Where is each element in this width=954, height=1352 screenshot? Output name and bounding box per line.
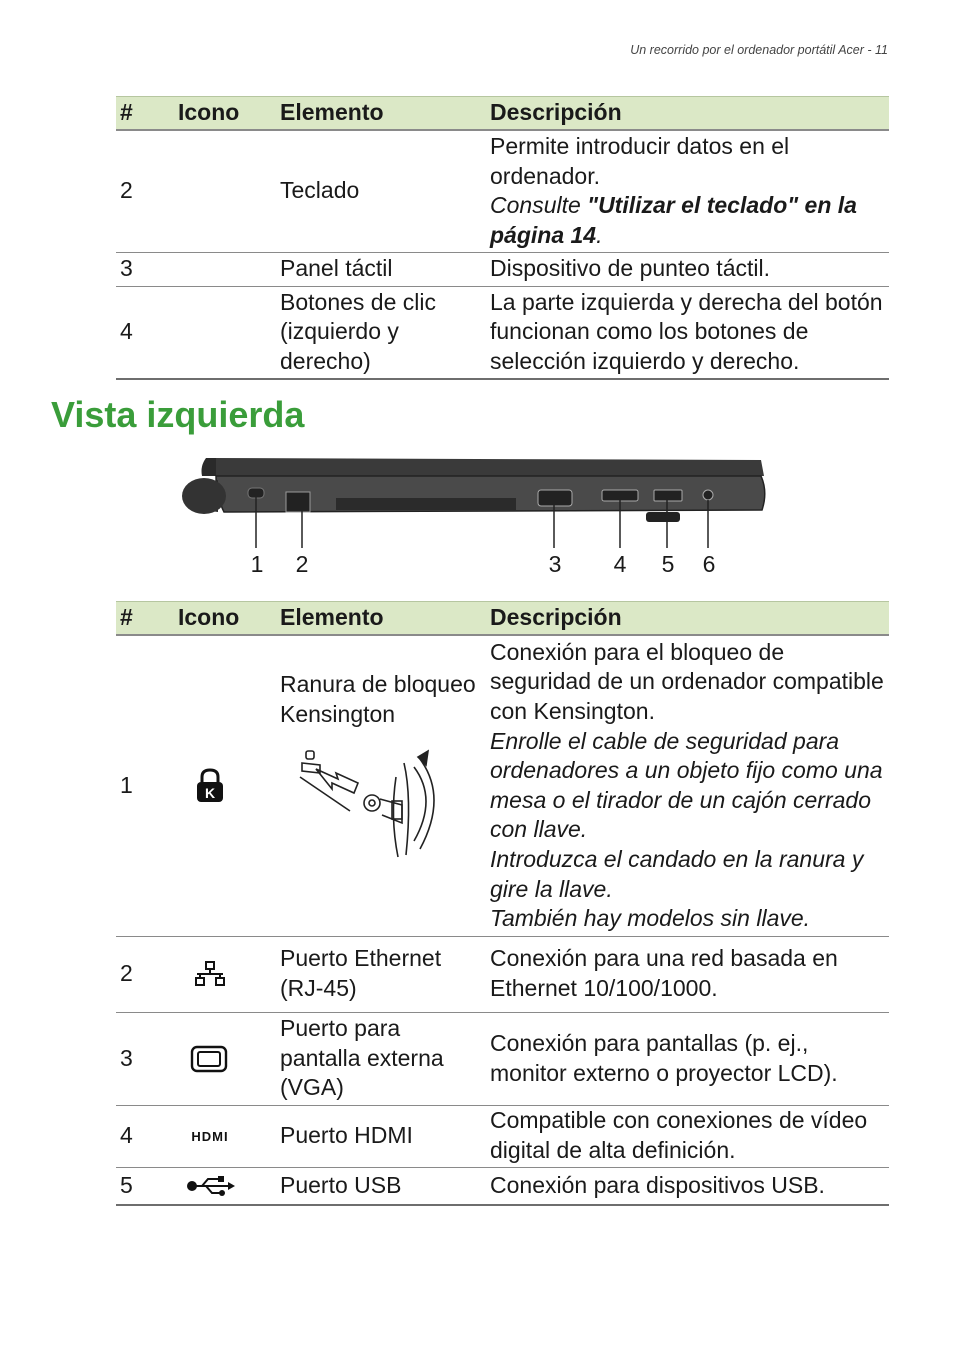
col-header-description: Descripción: [490, 602, 889, 636]
vga-icon: [190, 1045, 228, 1073]
row-description: La parte izquierda y derecha del botón funcionan como los botones de selección izquierdo y derecho.: [490, 286, 889, 379]
table-row: [116, 1012, 889, 1105]
row-element: Teclado: [280, 130, 490, 252]
row-element: Puerto para pantalla externa (VGA): [280, 1012, 490, 1105]
usb-icon: [186, 1175, 236, 1197]
row-description: Conexión para una red basada en Ethernet 10/100/1000.: [490, 936, 889, 1012]
table-top: [116, 96, 889, 380]
row-element: Puerto Ethernet (RJ-45): [280, 936, 490, 1012]
row-description: Compatible con conexiones de vídeo digital de alta definición.: [490, 1105, 889, 1167]
table-ports: [116, 601, 889, 1206]
vent-grille: [336, 498, 516, 510]
row-icon: [178, 1012, 280, 1105]
row-number: 1: [116, 635, 178, 936]
row-number: 3: [116, 252, 178, 286]
col-header-num: #: [116, 97, 178, 131]
section-title: Vista izquierda: [51, 394, 305, 435]
row-icon: [178, 635, 280, 936]
description-note: También hay modelos sin llave.: [490, 905, 811, 932]
row-number: 5: [116, 1167, 178, 1205]
description-note: Introduzca el candado en la ranura y gire la llave.: [490, 845, 864, 902]
description-text: Conexión para el bloqueo de seguridad de un ordenador compatible con Kensington.: [490, 638, 884, 724]
hdmi-icon: [184, 1129, 236, 1143]
table-row: [116, 130, 889, 252]
row-element: Panel táctil: [280, 252, 490, 286]
row-icon: [178, 936, 280, 1012]
svg-text:HDMI: HDMI: [191, 1129, 229, 1143]
table-row: [116, 252, 889, 286]
row-icon-empty: [178, 286, 280, 379]
table-row: [116, 1167, 889, 1205]
callout-1: 1: [250, 551, 264, 577]
callout-5: 5: [661, 551, 675, 577]
description-note: Enrolle el cable de seguridad para ordenadores a un objeto fijo como una mesa o el tirador de un cajón cerrado con llave.: [490, 727, 883, 843]
col-header-icon: Icono: [178, 97, 280, 131]
ref-prefix: Consulte: [490, 192, 588, 219]
callout-numbers: [251, 551, 716, 577]
row-number: 2: [116, 130, 178, 252]
row-element: Puerto HDMI: [280, 1105, 490, 1167]
row-description: Conexión para pantallas (p. ej., monitor externo o proyector LCD).: [490, 1012, 889, 1105]
callout-6: 6: [702, 551, 716, 577]
svg-text:K: K: [204, 784, 216, 801]
row-icon: [178, 1167, 280, 1205]
description-text: Permite introducir datos en el ordenador.: [490, 133, 790, 189]
callout-4: 4: [613, 551, 627, 577]
table-row: [116, 1105, 889, 1167]
row-description: [490, 130, 889, 252]
laptop-left-side-figure: [176, 452, 776, 588]
col-header-element: Elemento: [280, 97, 490, 131]
row-icon: [178, 1105, 280, 1167]
table-row: [116, 635, 889, 936]
col-header-element: Elemento: [280, 602, 490, 636]
ref-suffix: .: [596, 221, 603, 248]
col-header-icon: Icono: [178, 602, 280, 636]
vga-port: [538, 490, 572, 506]
ethernet-port: [286, 492, 310, 512]
col-header-num: #: [116, 602, 178, 636]
row-description: Dispositivo de punteo táctil.: [490, 252, 889, 286]
table-row: [116, 286, 889, 379]
row-element: [280, 635, 490, 936]
cable-lock-illustration: [280, 737, 440, 863]
cross-reference: [490, 191, 885, 250]
row-element: Botones de clic (izquierdo y derecho): [280, 286, 490, 379]
ref-link[interactable]: "Utilizar el teclado" en la página 14: [490, 192, 857, 248]
kensington-lock-icon: [194, 767, 226, 805]
element-label: Ranura de bloqueo Kensington: [280, 671, 476, 727]
row-number: 4: [116, 286, 178, 379]
audio-jack: [703, 490, 713, 500]
ethernet-icon: [194, 960, 226, 988]
row-description: [490, 635, 889, 936]
usb-port: [654, 490, 682, 501]
table-row: [116, 936, 889, 1012]
row-description: Conexión para dispositivos USB.: [490, 1167, 889, 1205]
row-number: 2: [116, 936, 178, 1012]
table-header-row: [116, 602, 889, 636]
row-number: 4: [116, 1105, 178, 1167]
row-element: Puerto USB: [280, 1167, 490, 1205]
row-number: 3: [116, 1012, 178, 1105]
callout-3: 3: [548, 551, 562, 577]
running-head: Un recorrido por el ordenador portátil Acer - 11: [630, 43, 888, 57]
row-icon-empty: [178, 252, 280, 286]
table-header-row: [116, 97, 889, 131]
col-header-description: Descripción: [490, 97, 889, 131]
row-icon-empty: [178, 130, 280, 252]
callout-2: 2: [295, 551, 309, 577]
